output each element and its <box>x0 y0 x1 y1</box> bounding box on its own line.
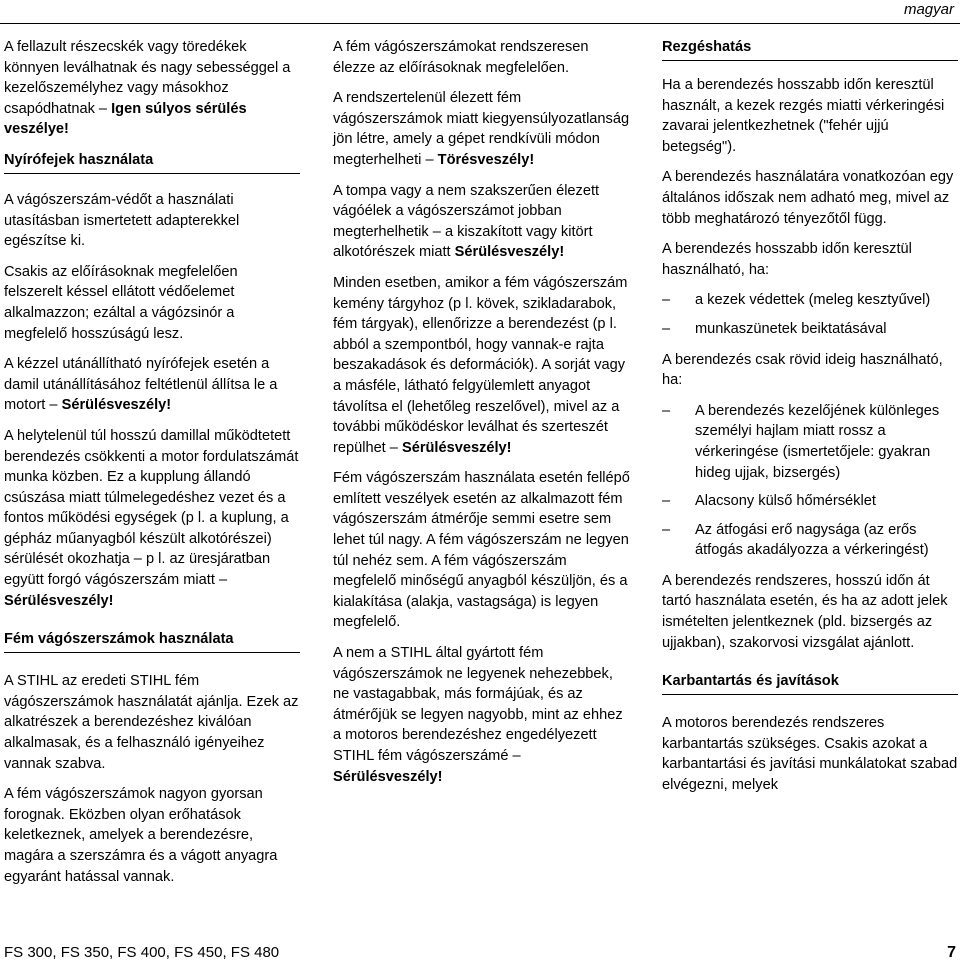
language-label: magyar <box>903 1 954 18</box>
paragraph: A berendezés használatára vonatkozóan egy általános időszak nem adható meg, mivel az több meghatározó tényezőtől függ. <box>662 169 954 227</box>
model-list: FS 300, FS 350, FS 400, FS 450, FS 480 <box>4 944 280 961</box>
section-heading-trimmer-heads: Nyírófejek használata <box>4 150 300 174</box>
paragraph: A fellazult részecskék vagy töredékek könnyen leválhatnak és nagy sebességgel a kezelőszemélyhez vagy másokhoz csapódhatnak – Igen súlyos sérülés veszélye! <box>4 39 291 138</box>
warning-text: Sérülésveszély! <box>401 439 512 456</box>
paragraph: A berendezés csak rövid ideig használható, ha: <box>662 351 943 389</box>
column-right <box>662 37 958 806</box>
paragraph: A vágószerszám-védőt a használati utasításban ismertetett adapterekkel egészítse ki. <box>4 191 240 250</box>
warning-text: Sérülésveszély! <box>4 592 114 609</box>
paragraph: A tompa vagy a nem szakszerűen élezett vágóélek a vágószerszámot jobban megterhelhetik – a kiszakított vagy kitört alkotórészek miatt Sérülésveszély! <box>333 182 600 261</box>
list-item: – Alacsony külső hőmérséklet <box>662 491 958 512</box>
paragraph: A nem a STIHL által gyártott fém vágószerszámok ne legyenek nehezebbek, ne vastagabbak, más formájúak, és az átmérőjük se legyen nagyobb, mint az ehhez a motoros berendezéshez engedélyezett STIHL fém vágószerszámé – Sérülésveszély! <box>333 645 623 785</box>
dash-list <box>662 290 958 339</box>
list-item: – Az átfogási erő nagysága (az erős átfogás akadályozza a vérkeringést) <box>662 520 958 561</box>
warning-text: Igen súlyos sérülés veszélye! <box>4 100 247 138</box>
paragraph: A kézzel utánállítható nyírófejek esetén a damil utánállításához feltétlenül állítsa le a motort – Sérülésveszély! <box>4 356 278 414</box>
paragraph: Minden esetben, amikor a fém vágószerszám kemény tárgyhoz (p l. kövek, szikladarabok, fém tárgyak), ellenőrizze a berendezést (p l. abból a szempontból, hogy vannak-e rajta beszakadások és deformációk). A sorját vagy a másféle, látható felgyülemlett anyagot távolítsa el (lehetőleg reszelővel), mivel az a további működéskor leválhat és szerteszét repülhet – Sérülésveszély! <box>333 274 628 456</box>
paragraph: Ha a berendezés hosszabb időn keresztül használt, a kezek rezgés miatti vérkeringési zavarai jelentkezhetnek ("fehér ujjú betegség"). <box>662 77 945 155</box>
warning-text: Sérülésveszély! <box>61 397 172 414</box>
list-item: – A berendezés kezelőjének különleges személyi hajlam miatt rossz a vérkeringése (ismertetőjele: gyakran hideg ujjak, bizsergés) <box>662 401 958 483</box>
list-item: – a kezek védettek (meleg kesztyűvel) <box>662 290 958 311</box>
section-heading-vibration: Rezgéshatás <box>662 37 958 61</box>
paragraph: A rendszertelenül élezett fém vágószerszámok miatt kiegyensúlyozatlanság jön létre, amely a gépet rendkívüli módon megterhelheti – Törésveszély! <box>333 90 630 168</box>
paragraph: A berendezés rendszeres, hosszú időn át tartó használata esetén, és ha az adott jelek ismételten jelentkeznek (pld. bizsergés az ujjakban), szakorvosi vizsgálat ajánlott. <box>662 572 948 651</box>
page-footer <box>4 944 956 962</box>
warning-text: Sérülésveszély! <box>333 768 443 785</box>
paragraph: Fém vágószerszám használata esetén fellépő említett veszélyek esetén az alkalmazott fém vágószerszám átmérője semmi esetre sem lehet túl nagy. A fém vágószerszám ne legyen túl nehéz sem. A fém vágószerszám megfelelő minőségű anyagból készüljön, és a kialakítása (alakja, vastagsága) is legyen megfelelő. <box>333 470 630 631</box>
paragraph: A motoros berendezés rendszeres karbantartás szükséges. Csakis azokat a karbantartási és javítási munkálatokat szabad elvégezni, melyek <box>662 715 958 794</box>
paragraph: A helytelenül túl hosszú damillal működtetett berendezés csökkenti a motor fordulatszámát munka közben. Ez a kupplung állandó csúszása miatt túlmelegedéshez vezet és a fontos működési egységek (p l. a kuplung, a gépház műanyagból készült alkotórészei) sérülését okozhatja – p l. az üresjáratban együtt forgó vágószerszám miatt – Sérülésveszély! <box>4 427 299 609</box>
paragraph: A fém vágószerszámok nagyon gyorsan forognak. Eközben olyan erőhatások keletkeznek, amelyek a berendezésre, magára a szerszámra és a vágott anyagra egyaránt hatással vannak. <box>4 786 278 885</box>
header-rule <box>0 23 960 24</box>
paragraph: A berendezés hosszabb időn keresztül használható, ha: <box>662 241 912 278</box>
page-number: 7 <box>947 944 956 961</box>
paragraph: A fém vágószerszámokat rendszeresen élezze az előírásoknak megfelelően. <box>333 39 589 76</box>
dash-list <box>662 401 958 561</box>
warning-text: Törésveszély! <box>437 151 535 168</box>
list-item: – munkaszünetek beiktatásával <box>662 319 958 340</box>
column-middle <box>333 37 631 797</box>
column-left <box>4 37 300 897</box>
section-heading-maintenance: Karbantartás és javítások <box>662 671 958 695</box>
section-heading-metal-tools: Fém vágószerszámok használata <box>4 629 300 653</box>
paragraph: A STIHL az eredeti STIHL fém vágószerszámok használatát ajánlja. Ezek az alkatrészek a berendezéshez kiválóan alkalmasak, és a felhasználó igényeihez vannak szabva. <box>4 673 299 772</box>
warning-text: Sérülésveszély! <box>454 244 565 261</box>
paragraph: Csakis az előírásoknak megfelelően felszerelt késsel ellátott védőelemet alkalmazzon; ezáltal a vágózsinór a megfelelő hosszúságú lesz. <box>4 263 238 342</box>
